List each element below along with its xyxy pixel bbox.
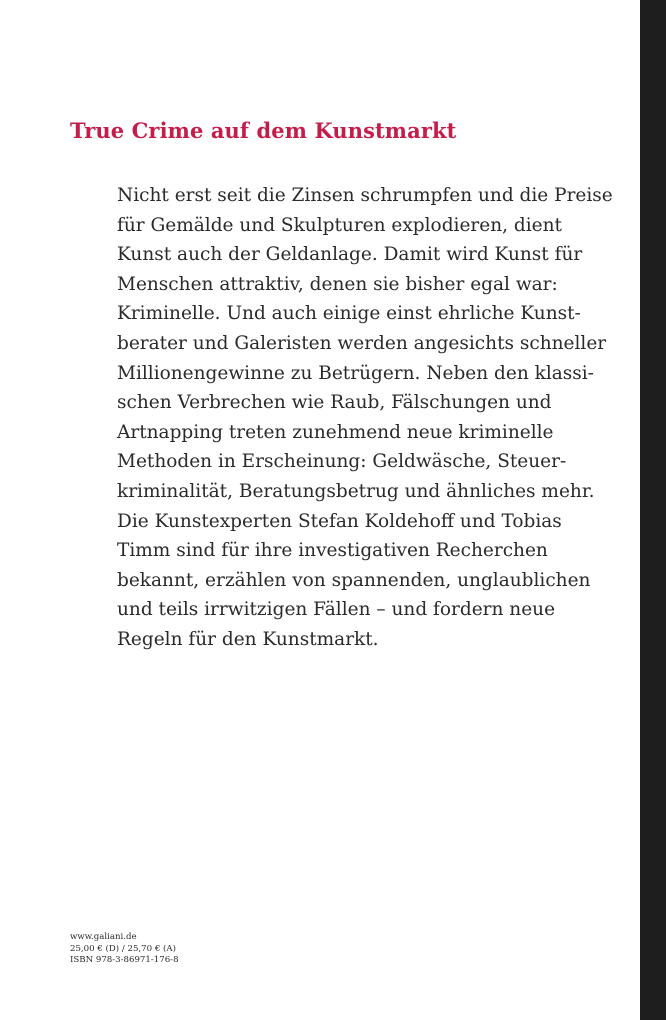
book-blurb-title: True Crime auf dem Kunstmarkt [70,118,457,143]
blurb-line: Kunst auch der Geldanlage. Damit wird Kunst für [117,244,583,266]
imprint-block [70,932,179,967]
blurb-line: Methoden in Erscheinung: Geldwäsche, Steuer- [117,451,567,473]
blurb-line: kriminalität, Beratungsbetrug und ähnliches mehr. [117,480,595,502]
blurb-line: Timm sind für ihre investigativen Recherchen [117,540,548,562]
blurb-line: schen Verbrechen wie Raub, Fälschungen und [117,392,552,414]
blurb-line: Die Kunstexperten Stefan Koldehoff und Tobias [117,510,562,532]
blurb-line: Regeln für den Kunstmarkt. [117,628,379,650]
publisher-website: www.galiani.de [70,932,137,942]
isbn-number: ISBN 978-3-86971-176-8 [70,955,179,966]
blurb-line: berater und Galeristen werden angesichts schneller [117,332,607,354]
spine-edge [640,0,666,1020]
blurb-line: und teils irrwitzigen Fällen – und fordern neue [117,599,556,621]
blurb-line: Artnapping treten zunehmend neue kriminelle [117,421,554,443]
book-blurb [117,181,637,655]
blurb-line: Millionengewinne zu Betrügern. Neben den klassi- [117,362,594,384]
blurb-line: Kriminelle. Und auch einige einst ehrliche Kunst- [117,303,581,325]
blurb-line: für Gemälde und Skulpturen explodieren, dient [117,214,562,236]
price-info: 25,00 € (D) / 25,70 € (A) [70,943,176,954]
blurb-line: Nicht erst seit die Zinsen schrumpfen und die Preise [117,185,613,206]
blurb-line: bekannt, erzählen von spannenden, unglaublichen [117,569,591,591]
blurb-line: Menschen attraktiv, denen sie bisher egal war: [117,273,558,295]
